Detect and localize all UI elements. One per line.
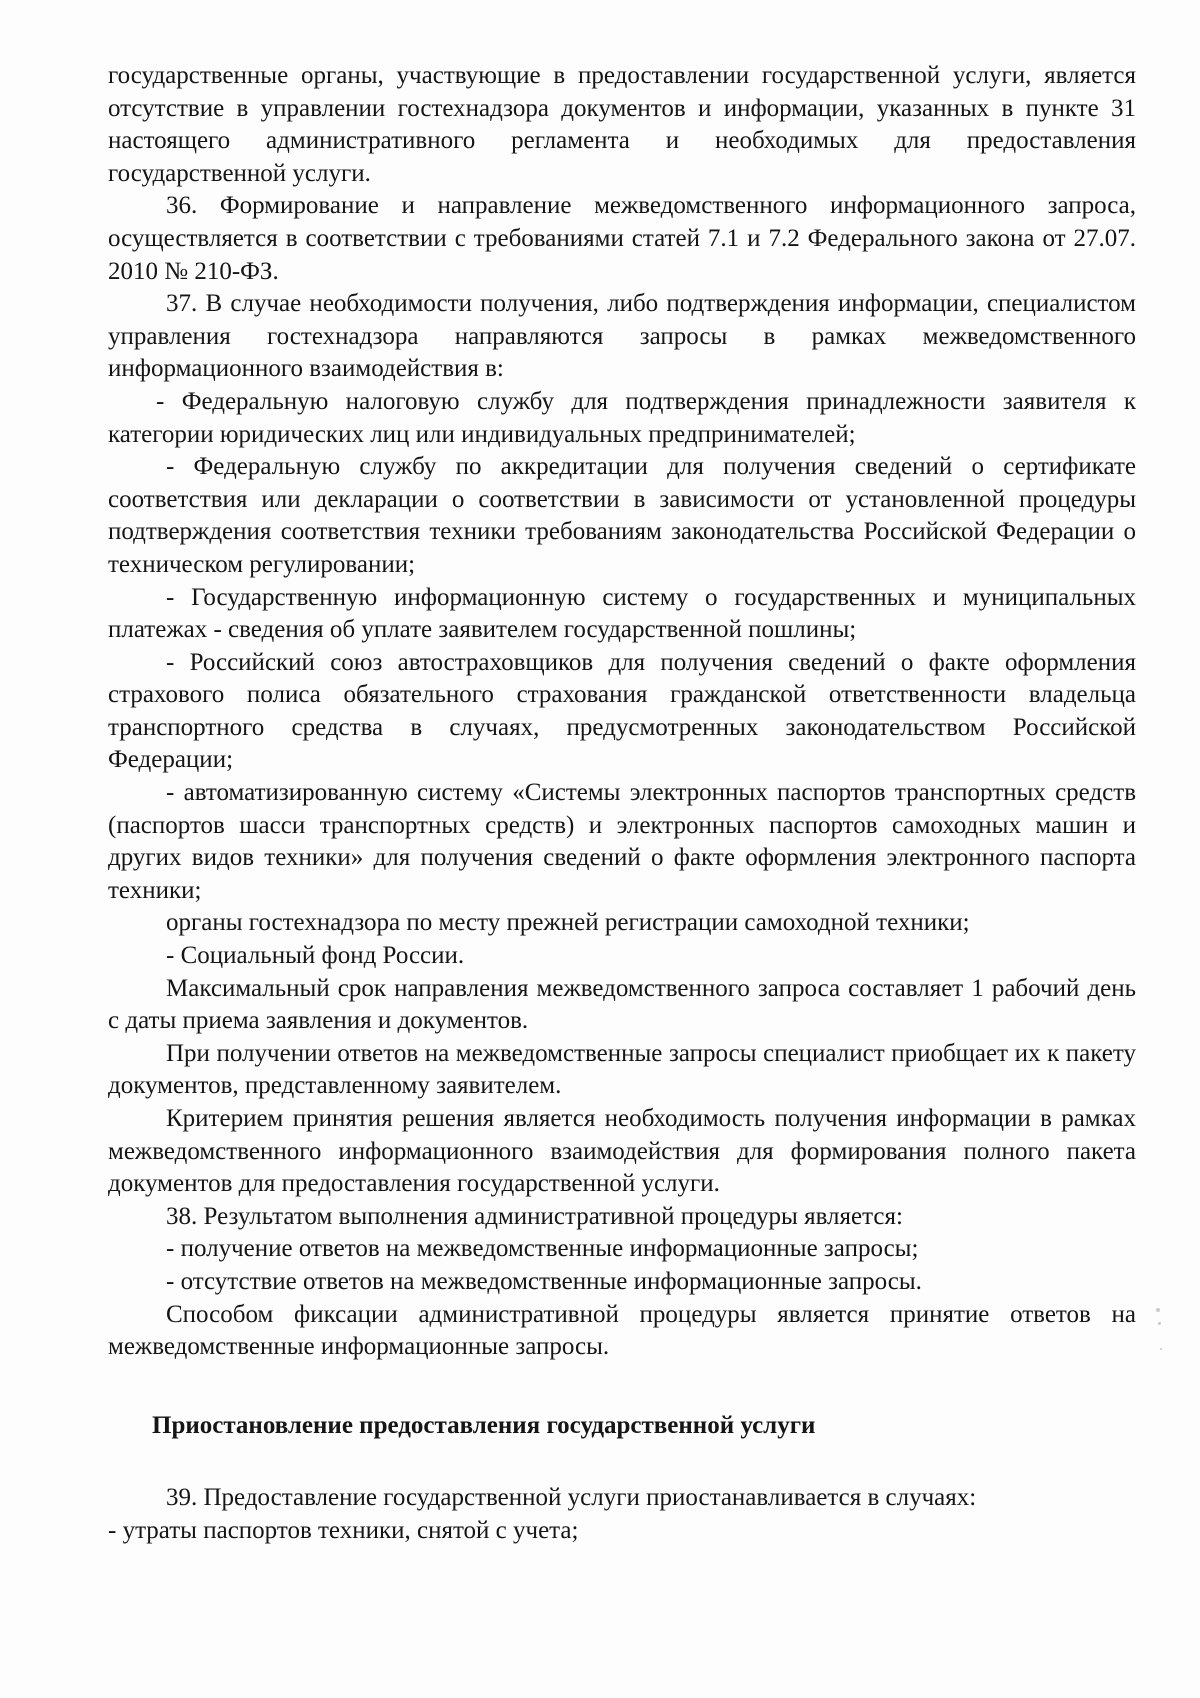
- list-item-gostekhnadzor-bodies: органы гостехнадзора по месту прежней регистрации самоходной техники;: [166, 909, 970, 937]
- paragraph-max-term: Максимальный срок направления межведомственного запроса составляет 1 рабочий день с даты приема заявления и документов.: [108, 974, 1136, 1035]
- paragraph-decision-criterion: Критерием принятия решения является необходимость получения информации в рамках межведомственного информационного взаимодействия для формирования полного пакета документов для предоставления государственной услуги.: [108, 1105, 1136, 1198]
- list-item-insurers-union: - Российский союз автостраховщиков для получения сведений о факте оформления страхового полиса обязательного страхования гражданской ответственности владельца транспортного средства в случаях, предусмотренных законодательством Российской Федерации;: [108, 648, 1136, 774]
- paragraph-fixation-method: Способом фиксации административной процедуры является принятие ответов на межведомственные информационные запросы.: [108, 1300, 1136, 1361]
- paragraph-38: 38. Результатом выполнения административной процедуры является:: [166, 1202, 903, 1230]
- list-item-accreditation-service: - Федеральную службу по аккредитации для получения сведений о сертификате соответствия или декларации о соответствии в зависимости от установленной процедуры подтверждения соответствия техники требованиям законодательства Российской Федерации о техническом регулировании;: [108, 453, 1136, 578]
- scan-specks: [1154, 1300, 1164, 1360]
- list-item-electronic-passports: - автоматизированную систему «Системы электронных паспортов транспортных средств (паспортов шасси транспортных средств) и электронных паспортов самоходных машин и других видов техники» для получения сведений о факте оформления электронного паспорта техники;: [108, 779, 1136, 904]
- list-item-responses-received: - получение ответов на межведомственные информационные запросы;: [166, 1235, 919, 1263]
- paragraph-37: 37. В случае необходимости получения, либо подтверждения информации, специалистом управления гостехнадзора направляются запросы в рамках межведомственного информационного взаимодействия в:: [108, 290, 1136, 383]
- list-item-lost-passports: - утраты паспортов техники, снятой с учета;: [108, 1516, 579, 1544]
- list-item-payments-system: - Государственную информационную систему о государственных и муниципальных платежах - сведения об уплате заявителем государственной пошлины;: [108, 583, 1136, 644]
- paragraph-39: 39. Предоставление государственной услуги приостанавливается в случаях:: [166, 1484, 977, 1512]
- paragraph-responses-attached: При получении ответов на межведомственные запросы специалист приобщает их к пакету документов, представленному заявителем.: [108, 1039, 1136, 1100]
- section-heading: Приостановление предоставления государственной услуги: [152, 1411, 816, 1439]
- list-item-social-fund: - Социальный фонд России.: [166, 942, 465, 970]
- paragraph-intro-continuation: государственные органы, участвующие в предоставлении государственной услуги, является отсутствие в управлении гостехнадзора документов и информации, указанных в пункте 31 настоящего административного регламента и необходимых для предоставления государственной услуги.: [108, 62, 1136, 187]
- list-item-responses-absent: - отсутствие ответов на межведомственные информационные запросы.: [166, 1267, 922, 1295]
- paragraph-36: 36. Формирование и направление межведомственного информационного запроса, осуществляется в соответствии с требованиями статей 7.1 и 7.2 Федерального закона от 27.07. 2010 № 210-ФЗ.: [108, 192, 1136, 285]
- document-body: [108, 60, 1136, 1548]
- list-item-tax-service: - Федеральную налоговую службу для подтверждения принадлежности заявителя к категории юридических лиц или индивидуальных предпринимателей;: [108, 387, 1136, 448]
